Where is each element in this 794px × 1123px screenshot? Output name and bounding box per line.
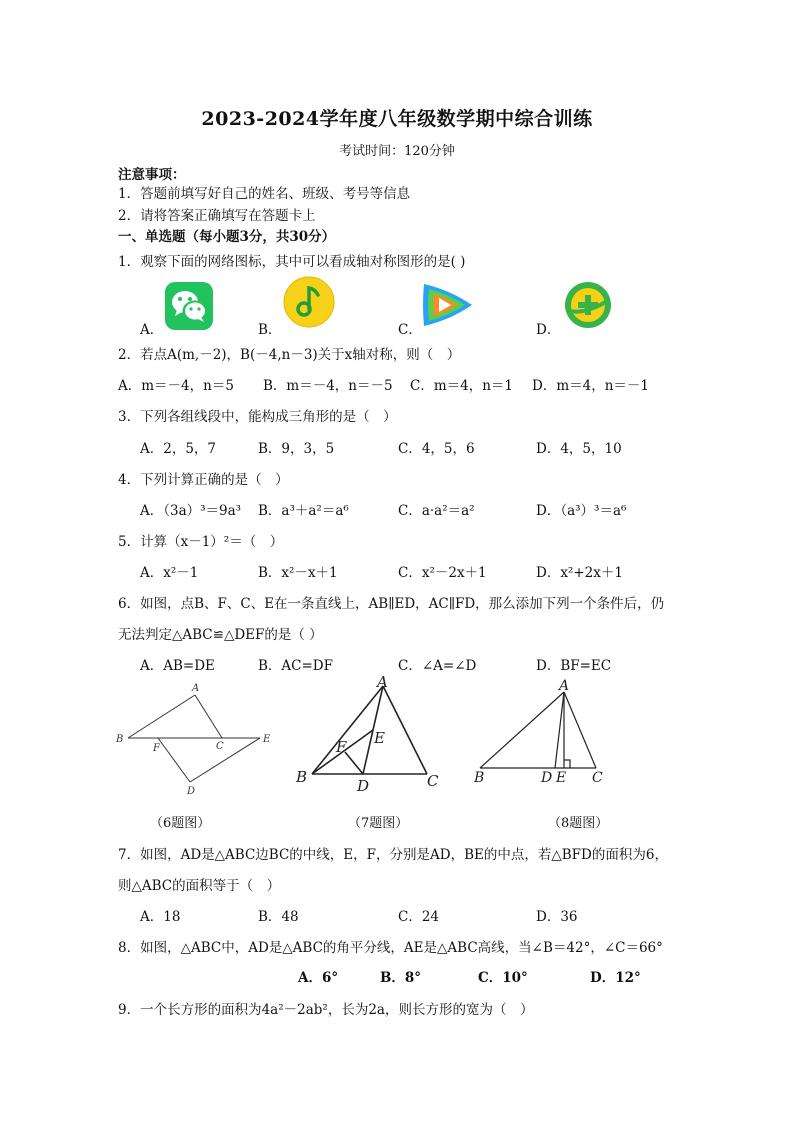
fig8-label-c: C	[592, 770, 603, 786]
q6-option-c: C．∠A=∠D	[398, 658, 477, 674]
caption-fig8: （8题图）	[548, 816, 609, 831]
fig6-label-c: C	[216, 741, 224, 752]
fig6-line-de	[190, 738, 260, 782]
figure-8	[468, 676, 618, 796]
section-heading: 一、单选题（每小题3分，共30分）	[118, 229, 336, 245]
fig7-label-e: E	[374, 729, 385, 747]
fig7-label-b: B	[296, 768, 308, 786]
q8-option-d: D．12°	[590, 970, 641, 986]
qq-music-icon	[283, 276, 335, 328]
fig6-label-a: A	[192, 683, 200, 694]
q2-option-c: C．m＝4，n＝1	[410, 378, 514, 394]
q5-option-c: C．x²－2x＋1	[398, 565, 487, 581]
q3-option-d: D．4，5，10	[536, 441, 622, 457]
fig6-label-f: F	[153, 743, 160, 754]
q1-label-b: B．	[258, 322, 282, 338]
fig8-right-angle	[564, 760, 570, 768]
q4-option-d: D．（a³）³＝a⁶	[536, 503, 627, 519]
fig8-line-ab	[480, 692, 564, 768]
q1-label-c: C．	[398, 322, 422, 338]
q4-option-a: A．（3a）³＝9a³	[140, 503, 242, 519]
q7-option-a: A．18	[140, 909, 181, 925]
page-title: 2023-2024学年度八年级数学期中综合训练	[201, 108, 593, 130]
q7-option-d: D．36	[536, 909, 578, 925]
caption-fig7: （7题图）	[348, 816, 409, 831]
q2-option-b: B．m＝－4，n＝－5	[263, 378, 393, 394]
fig8-label-d: D	[541, 770, 553, 786]
q5-option-d: D．x²+2x＋1	[536, 565, 623, 581]
q2-stem: 2．若点A(m,－2)，B(－4,n－3)关于x轴对称，则（ ）	[118, 347, 461, 363]
fig8-label-b: B	[474, 770, 485, 786]
fig7-label-c: C	[427, 772, 439, 790]
q5-stem: 5．计算（x－1）²＝（ ）	[118, 534, 284, 550]
fig7-line-fd	[345, 752, 363, 774]
fig8-line-ad	[555, 692, 564, 768]
q6-option-a: A．AB=DE	[140, 658, 215, 674]
q3-option-b: B．9，3，5	[258, 441, 335, 457]
q4-option-b: B．a³＋a²＝a⁶	[258, 503, 349, 519]
fig6-label-e: E	[263, 734, 271, 745]
figure-7	[290, 672, 450, 797]
q4-option-c: C．a·a²＝a²	[398, 503, 475, 519]
fig6-line-ab	[128, 695, 195, 738]
360-security-icon	[563, 280, 613, 330]
fig6-line-ac	[195, 695, 222, 738]
fig7-label-f: F	[336, 738, 347, 756]
q1-stem: 1．观察下面的网络图标，其中可以看成轴对称图形的是( )	[118, 254, 466, 270]
q8-option-c: C．10°	[478, 970, 528, 986]
fig7-label-d: D	[357, 777, 370, 795]
q2-option-a: A．m＝－4，n＝5	[118, 378, 234, 394]
q6-stem-line2: 无法判定△ABC≌△DEF的是（ ）	[118, 627, 323, 643]
q6-stem-line1: 6．如图，点B、F、C、E在一条直线上，AB∥ED，AC∥FD，那么添加下列一个条件后，仍	[118, 596, 665, 612]
q7-option-b: B．48	[258, 909, 299, 925]
q8-option-a: A．6°	[298, 970, 339, 986]
q7-stem-line2: 则△ABC的面积等于（ ）	[118, 878, 281, 894]
q8-stem-line1: 8．如图，△ABC中，AD是△ABC的角平分线，AE是△ABC高线，当∠B＝42°，∠C＝66°	[118, 940, 663, 956]
q3-option-a: A．2，5，7	[140, 441, 217, 457]
figure-6	[110, 680, 280, 800]
q6-option-b: B．AC=DF	[258, 658, 334, 674]
wechat-icon	[165, 282, 213, 330]
q5-option-a: A．x²－1	[140, 565, 199, 581]
q1-label-d: D．	[536, 322, 561, 338]
fig6-label-b: B	[116, 734, 124, 745]
q1-label-a: A．	[140, 322, 164, 338]
q2-option-d: D．m＝4，n＝－1	[532, 378, 649, 394]
fig6-label-d: D	[187, 786, 196, 797]
q3-stem: 3．下列各组线段中，能构成三角形的是（ ）	[118, 409, 397, 425]
fig8-line-ac	[564, 692, 596, 768]
caption-fig6: （6题图）	[150, 816, 211, 831]
q9-stem: 9．一个长方形的面积为4a²－2ab²，长为2a，则长方形的宽为（ ）	[118, 1002, 534, 1018]
notes-heading: 注意事项：	[118, 167, 186, 183]
q3-option-c: C．4，5，6	[398, 441, 475, 457]
q7-stem-line1: 7．如图，AD是△ABC边BC的中线，E，F，分别是AD，BE的中点，若△BFD的面积为6，	[118, 847, 668, 863]
fig8-label-e: E	[556, 770, 567, 786]
fig8-label-a: A	[559, 678, 570, 694]
q6-option-d: D．BF=EC	[536, 658, 612, 674]
q4-stem: 4．下列计算正确的是（ ）	[118, 472, 289, 488]
note-item-2: 2．请将答案正确填写在答题卡上	[118, 208, 316, 224]
fig7-line-ac	[383, 686, 427, 774]
exam-time: 考试时间：120分钟	[339, 144, 455, 159]
q5-option-b: B．x²－x＋1	[258, 565, 338, 581]
fig7-label-a: A	[377, 673, 388, 691]
q7-option-c: C．24	[398, 909, 440, 925]
tencent-video-icon	[420, 280, 476, 330]
note-item-1: 1．答题前填写好自己的姓名、班级、考号等信息	[118, 186, 411, 202]
q8-option-b: B．8°	[380, 970, 422, 986]
fig6-line-fd	[158, 738, 190, 782]
